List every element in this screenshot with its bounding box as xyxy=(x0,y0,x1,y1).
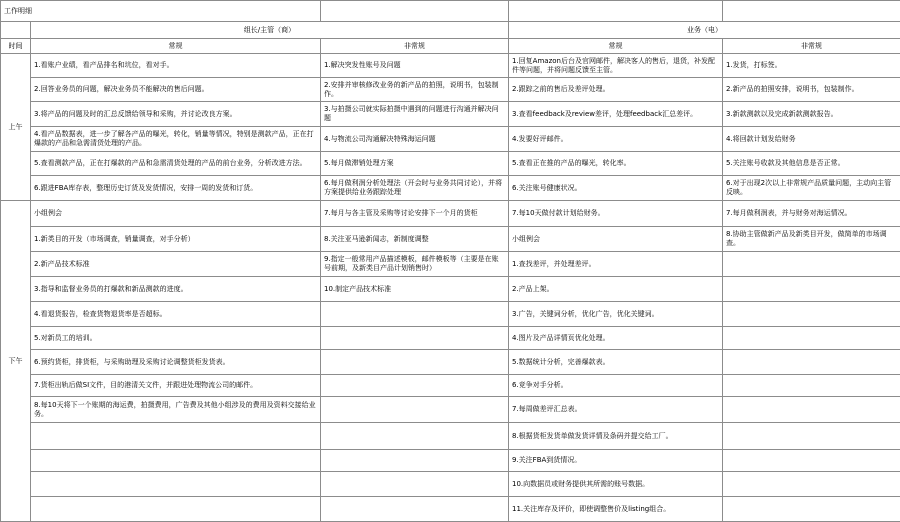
cell-business-irregular[interactable]: 8.协助主管做新产品及新类目开发，做简单的市场调查。 xyxy=(723,227,900,252)
table-row xyxy=(1,423,900,450)
irregular-header[interactable]: 非常规 xyxy=(321,39,509,54)
cell-business-regular[interactable]: 11.关注库存及评价，即使调整售价及listing组合。 xyxy=(509,497,723,522)
cell-business-regular[interactable]: 9.关注FBA到货情况。 xyxy=(509,450,723,472)
cell-business-regular[interactable]: 6.关注账号健康状况。 xyxy=(509,176,723,201)
cell-leader-irregular[interactable]: 8.关注亚马逊新闻志，新制度调整 xyxy=(321,227,509,252)
cell-leader-regular[interactable]: 6.预约货柜，排货柜，与采购助理及采购讨论调整货柜发货表。 xyxy=(31,350,321,375)
irregular-header[interactable]: 非常规 xyxy=(723,39,900,54)
cell-leader-irregular[interactable] xyxy=(321,450,509,472)
cell-leader-irregular[interactable]: 10.制定产品技术标准 xyxy=(321,277,509,302)
cell-leader-irregular[interactable]: 1.解决突发性账号及问题 xyxy=(321,54,509,78)
cell-business-irregular[interactable] xyxy=(723,327,900,350)
cell-leader-regular[interactable]: 4.看产品数据表，进一步了解各产品的曝光，转化，销量等情况，特别是测款产品，正在打爆款的产品和急需清货处理的产品。 xyxy=(31,127,321,152)
column-header-row xyxy=(1,39,900,54)
table-row xyxy=(1,302,900,327)
table-row xyxy=(1,497,900,522)
cell-business-irregular[interactable] xyxy=(723,375,900,397)
table-row xyxy=(1,78,900,102)
cell-business-regular[interactable]: 7.每周做差评汇总表。 xyxy=(509,397,723,423)
title-row xyxy=(1,1,900,22)
cell-leader-irregular[interactable]: 4.与物流公司沟通解决特殊海运问题 xyxy=(321,127,509,152)
table-row xyxy=(1,397,900,423)
table-row xyxy=(1,227,900,252)
cell-leader-regular[interactable]: 1.看账户业绩，看产品排名和坑位，看对手。 xyxy=(31,54,321,78)
cell[interactable] xyxy=(723,1,900,22)
cell-business-irregular[interactable]: 4.将回款计划发给财务 xyxy=(723,127,900,152)
cell-leader-regular[interactable]: 8.每10天将下一个账期的海运费，拍摄费用，广告费及其他小组涉及的费用及资料交接给业务。 xyxy=(31,397,321,423)
cell-leader-regular[interactable]: 5.查看测款产品，正在打爆款的产品和急需清货处理的产品的前台业务，分析改进方法。 xyxy=(31,152,321,176)
cell-business-regular[interactable]: 4.图片及产品详情页优化处理。 xyxy=(509,327,723,350)
cell-leader-irregular[interactable] xyxy=(321,327,509,350)
table-row xyxy=(1,375,900,397)
cell-leader-irregular[interactable] xyxy=(321,375,509,397)
table-row xyxy=(1,350,900,375)
table-row xyxy=(1,472,900,497)
table-row xyxy=(1,450,900,472)
cell[interactable] xyxy=(321,1,509,22)
cell-leader-irregular[interactable]: 7.每月与各主管及采购等讨论安排下一个月的货柜 xyxy=(321,201,509,227)
cell-business-irregular[interactable]: 7.每月做利润表，并与财务对海运情况。 xyxy=(723,201,900,227)
cell-leader-irregular[interactable]: 3.与拍摄公司就实际拍摄中遇到的问题进行沟通并解决问题 xyxy=(321,102,509,127)
cell-business-irregular[interactable]: 1.发货，打标签。 xyxy=(723,54,900,78)
cell-leader-irregular[interactable] xyxy=(321,423,509,450)
cell-business-irregular[interactable]: 6.对于出现2次以上非常规产品质量问题，主动向主管反映。 xyxy=(723,176,900,201)
sheet-title[interactable]: 工作明细 xyxy=(1,1,321,22)
table-row xyxy=(1,102,900,127)
cell-leader-irregular[interactable]: 9.指定一般常用产品描述模板，邮件模板等（主要是在账号前期，及新类目产品计划销售时） xyxy=(321,252,509,277)
group-header-row xyxy=(1,22,900,39)
cell-business-irregular[interactable] xyxy=(723,252,900,277)
cell-leader-regular[interactable] xyxy=(31,423,321,450)
cell-leader-regular[interactable]: 5.对新员工的培训。 xyxy=(31,327,321,350)
regular-header[interactable]: 常规 xyxy=(509,39,723,54)
cell-business-regular[interactable]: 6.竞争对手分析。 xyxy=(509,375,723,397)
cell-leader-irregular[interactable] xyxy=(321,497,509,522)
cell-leader-regular[interactable]: 2.回答业务员的问题，解决业务员不能解决的售后问题。 xyxy=(31,78,321,102)
cell-leader-regular[interactable]: 3.指导和监督业务员的打爆款和新品测款的进度。 xyxy=(31,277,321,302)
cell-business-irregular[interactable]: 2.新产品的拍照安排，说明书，包装制作。 xyxy=(723,78,900,102)
table-row xyxy=(1,277,900,302)
cell-business-irregular[interactable] xyxy=(723,397,900,423)
cell-business-regular[interactable]: 1.回复Amazon后台及官网邮件，解决客人的售后，退货，补发配件等问题，并将问题反馈至主管。 xyxy=(509,54,723,78)
group-header-business[interactable]: 业务（电） xyxy=(509,22,900,39)
cell-business-regular[interactable]: 小组例会 xyxy=(509,227,723,252)
table-row xyxy=(1,152,900,176)
cell-business-irregular[interactable] xyxy=(723,302,900,327)
cell-business-regular[interactable]: 8.根据货柜发货单做发货详情及条码并提交给工厂。 xyxy=(509,423,723,450)
cell-leader-irregular[interactable] xyxy=(321,472,509,497)
cell-leader-regular[interactable]: 4.看退货报告，检查货物退货率是否超标。 xyxy=(31,302,321,327)
cell-leader-regular[interactable]: 1.新类目的开发（市场调查，销量调查，对手分析） xyxy=(31,227,321,252)
table-row xyxy=(1,252,900,277)
cell-leader-irregular[interactable]: 5.每月做滞销处理方案 xyxy=(321,152,509,176)
period-morning[interactable]: 上午 xyxy=(1,54,31,201)
cell-business-irregular[interactable] xyxy=(723,497,900,522)
cell-business-regular[interactable]: 1.查找差评，并处理差评。 xyxy=(509,252,723,277)
cell-business-regular[interactable]: 10.向数据员或财务提供其所需的账号数据。 xyxy=(509,472,723,497)
cell-business-regular[interactable]: 3.广告，关键词分析，优化广告，优化关键词。 xyxy=(509,302,723,327)
cell-leader-irregular[interactable]: 2.安排并审核修改业务的新产品的拍照，说明书，包装制作。 xyxy=(321,78,509,102)
table-row xyxy=(1,54,900,78)
cell-business-irregular[interactable] xyxy=(723,472,900,497)
cell-business-irregular[interactable] xyxy=(723,450,900,472)
table-row xyxy=(1,201,900,227)
cell-leader-irregular[interactable] xyxy=(321,350,509,375)
cell-business-regular[interactable]: 5.数据统计分析，完善爆款表。 xyxy=(509,350,723,375)
cell-business-regular[interactable]: 4.发要好评邮件。 xyxy=(509,127,723,152)
table-row xyxy=(1,176,900,201)
cell-business-regular[interactable]: 7.每10天做付款计划给财务。 xyxy=(509,201,723,227)
regular-header[interactable]: 常规 xyxy=(31,39,321,54)
cell-leader-regular[interactable]: 2.新产品技术标准 xyxy=(31,252,321,277)
cell-business-regular[interactable]: 5.查看正在推的产品的曝光，转化率。 xyxy=(509,152,723,176)
time-header[interactable]: 时间 xyxy=(1,39,31,54)
cell-leader-regular[interactable]: 6.跟进FBA库存表，整理历史订货及发货情况，安排一周的发货和订货。 xyxy=(31,176,321,201)
period-afternoon[interactable]: 下午 xyxy=(1,201,31,522)
cell-leader-regular[interactable]: 7.货柜出轨后做SI文件，目的港清关文件，并跟进处理物流公司的邮件。 xyxy=(31,375,321,397)
cell-leader-regular[interactable] xyxy=(31,497,321,522)
group-header-leader[interactable]: 组长/主管（商） xyxy=(31,22,509,39)
cell-leader-irregular[interactable] xyxy=(321,397,509,423)
cell-leader-irregular[interactable] xyxy=(321,302,509,327)
cell-leader-regular[interactable] xyxy=(31,450,321,472)
cell-business-irregular[interactable] xyxy=(723,277,900,302)
cell-business-irregular[interactable]: 5.关注账号收款及其他信息是否正常。 xyxy=(723,152,900,176)
cell-business-irregular[interactable] xyxy=(723,423,900,450)
table-row xyxy=(1,327,900,350)
cell-business-irregular[interactable] xyxy=(723,350,900,375)
cell-leader-regular[interactable]: 小组例会 xyxy=(31,201,321,227)
cell-business-regular[interactable]: 3.查看feedback及review差评，处理feedback汇总差评。 xyxy=(509,102,723,127)
cell-business-irregular[interactable]: 3.新款测款以及完成新款测款报告。 xyxy=(723,102,900,127)
cell-leader-regular[interactable]: 3.将产品的问题及时的汇总反馈给领导和采购，并讨论改良方案。 xyxy=(31,102,321,127)
cell-leader-irregular[interactable]: 6.每月做利润分析处理法（开会时与业务共同讨论），并将方案提供给业务跟踪处理 xyxy=(321,176,509,201)
cell-business-regular[interactable]: 2.产品上架。 xyxy=(509,277,723,302)
cell-business-regular[interactable]: 2.跟踪之前的售后及差评处理。 xyxy=(509,78,723,102)
cell[interactable] xyxy=(1,22,31,39)
cell-leader-regular[interactable] xyxy=(31,472,321,497)
table-row xyxy=(1,127,900,152)
cell[interactable] xyxy=(509,1,723,22)
